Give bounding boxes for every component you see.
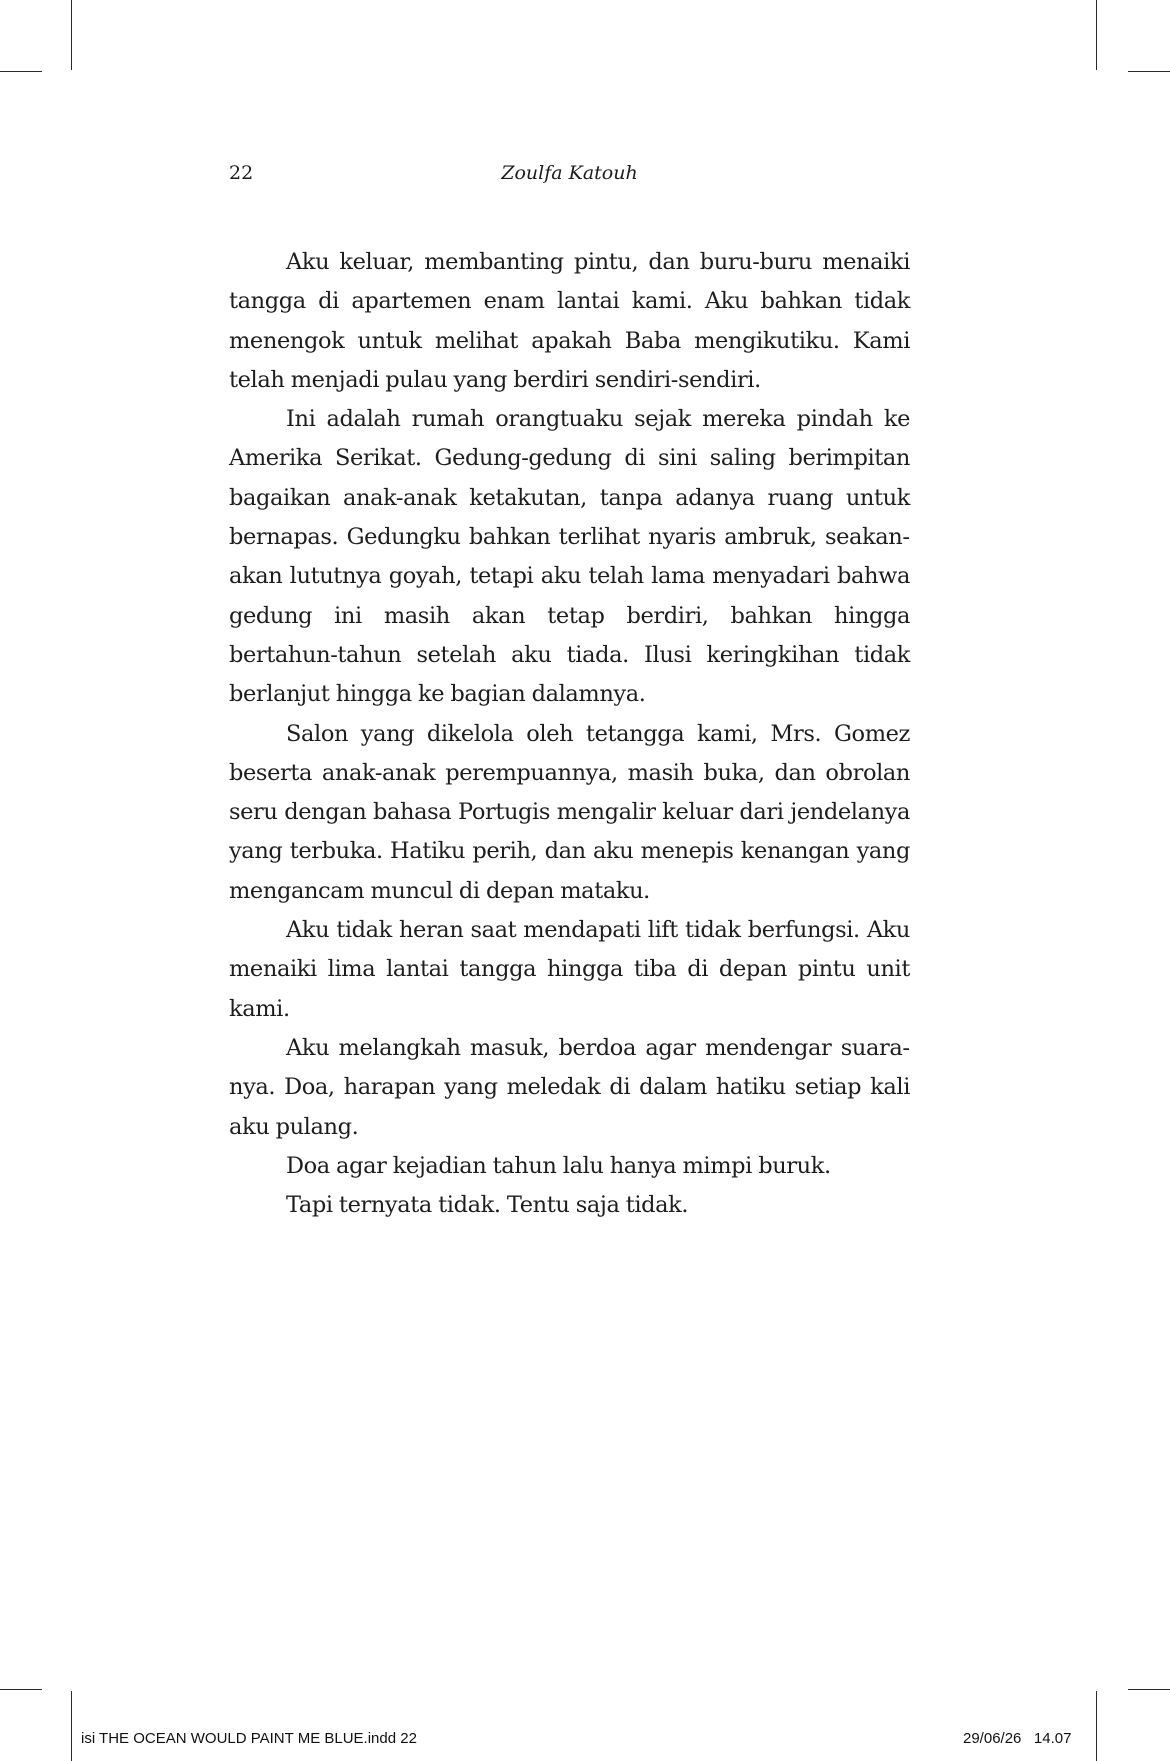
paragraph-5: Aku melangkah masuk, berdoa agar mendengar suaranya. Doa, harapan yang meledak di dalam hatiku setiap kali aku pulang. <box>229 1034 910 1140</box>
paragraph-2: Ini adalah rumah orangtuaku sejak mereka pindah ke Amerika Serikat. Gedung-gedung di sini saling berimpitan bagaikan anak-anak ketakutan, tanpa adanya ruang untuk bernapas. Gedungku bahkan terlihat nyaris ambruk, seakanakan lututnya goyah, tetapi aku telah lama menyadari bahwa gedung ini masih akan tetap berdiri, bahkan hingga bertahun-tahun setelah aku tiada. Ilusi keringkihan tidak berlanjut hingga ke bagian dalamnya. <box>229 406 910 708</box>
author-name: Zoulfa Katouh <box>501 162 638 184</box>
crop-mark-top-left-h <box>0 71 42 72</box>
body-text <box>229 243 910 1225</box>
crop-mark-top-right <box>1096 0 1097 70</box>
paragraph-4: Aku tidak heran saat mendapati lift tidak berfungsi. Aku menaiki lima lantai tangga hingga tiba di depan pintu unit kami. <box>229 917 910 1022</box>
crop-mark-bottom-left-h <box>0 1689 42 1690</box>
paragraph-1: Aku keluar, membanting pintu, dan buru-buru menaiki tangga di apartemen enam lantai kami. Aku bahkan tidak menengok untuk melihat apakah Baba mengikutiku. Kami telah menjadi pulau yang berdiri sendiri-sendiri. <box>229 249 910 393</box>
running-head <box>229 162 910 192</box>
paragraph-3: Salon yang dikelola oleh tetangga kami, Mrs. Gomez beserta anak-anak perempuannya, masih buka, dan obrolan seru dengan bahasa Portugis mengalir keluar dari jendelanya yang terbuka. Hatiku perih, dan aku menepis kenangan yang mengancam muncul di depan mataku. <box>229 720 910 904</box>
paragraph-6: Doa agar kejadian tahun lalu hanya mimpi buruk. <box>286 1152 831 1179</box>
crop-mark-bottom-right <box>1096 1691 1097 1761</box>
page-number: 22 <box>229 162 254 184</box>
crop-mark-top-left <box>71 0 72 70</box>
slug-datetime: 29/06/26 14.07 <box>963 1730 1072 1747</box>
slug-filename: isi THE OCEAN WOULD PAINT ME BLUE.indd 22 <box>81 1730 417 1747</box>
crop-mark-top-right-h <box>1128 71 1170 72</box>
paragraph-7: Tapi ternyata tidak. Tentu saja tidak. <box>286 1192 689 1219</box>
crop-mark-bottom-left <box>71 1691 72 1761</box>
crop-mark-bottom-right-h <box>1128 1689 1170 1690</box>
